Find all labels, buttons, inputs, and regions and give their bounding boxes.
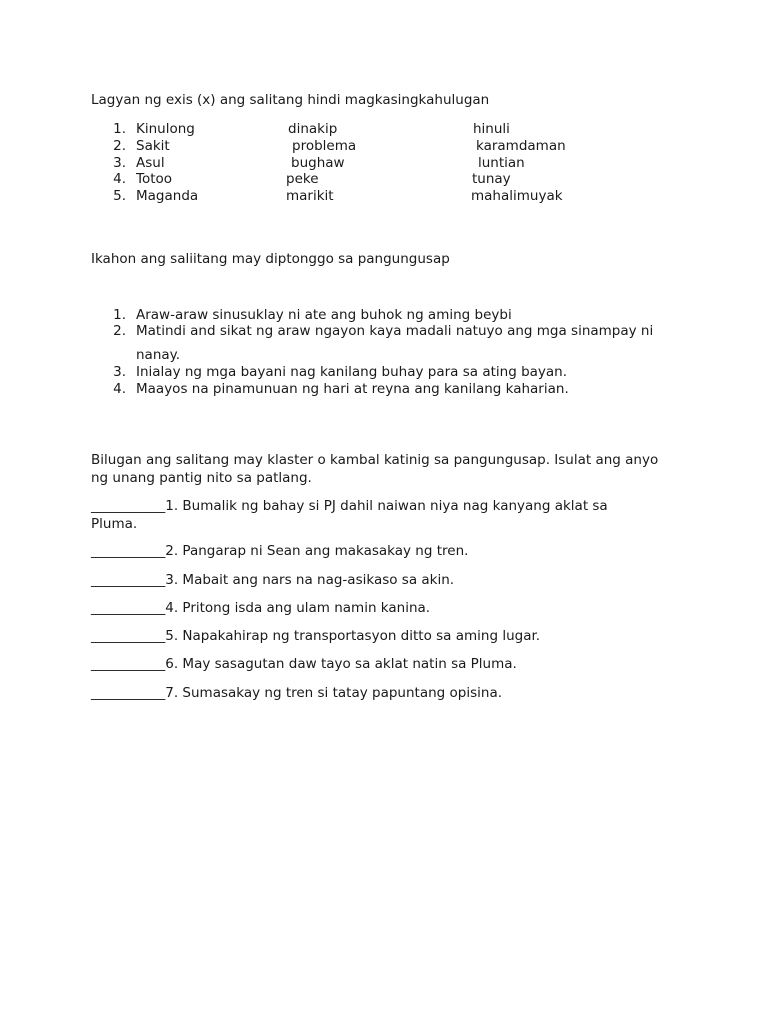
list-item (0, 364, 768, 381)
synonym-row (0, 171, 768, 188)
item-number: 4. (113, 381, 126, 397)
word-option: Asul (136, 155, 165, 171)
word-option: mahalimuyak (471, 188, 563, 204)
blank-and-sentence: ___________1. Bumalik ng bahay si PJ dahil naiwan niya nag kanyang aklat sa (91, 498, 608, 514)
word-option: karamdaman (476, 138, 566, 154)
fill-in-item (0, 656, 768, 673)
word-option: tunay (472, 171, 511, 187)
item-number: 1. (113, 121, 126, 137)
item-number: 3. (113, 155, 126, 171)
list-item (0, 381, 768, 398)
sentence-continuation: Pluma. (91, 516, 138, 532)
synonym-row (0, 138, 768, 155)
word-option: Sakit (136, 138, 170, 154)
section3-instruction-line2: ng unang pantig nito sa patlang. (91, 470, 312, 486)
word-option: peke (286, 171, 319, 187)
word-option: Maganda (136, 188, 199, 204)
item-number: 3. (113, 364, 126, 380)
word-option: hinuli (473, 121, 510, 137)
item-number: 5. (113, 188, 126, 204)
word-option: bughaw (291, 155, 345, 171)
section1-instruction: Lagyan ng exis (x) ang salitang hindi magkasingkahulugan (91, 92, 490, 108)
blank-and-sentence: ___________5. Napakahirap ng transportasyon ditto sa aming lugar. (91, 628, 541, 644)
fill-in-item (0, 600, 768, 617)
blank-and-sentence: ___________6. May sasagutan daw tayo sa aklat natin sa Pluma. (91, 656, 517, 672)
list-item (0, 323, 768, 363)
list-item (0, 307, 768, 324)
fill-in-item (0, 543, 768, 560)
item-number: 2. (113, 138, 126, 154)
word-option: Kinulong (136, 121, 195, 137)
item-number: 1. (113, 307, 126, 323)
word-option: marikit (286, 188, 334, 204)
sentence-text: Matindi and sikat ng araw ngayon kaya madali natuyo ang mga sinampay ni (136, 323, 654, 339)
section3-instruction-line1: Bilugan ang salitang may klaster o kambal katinig sa pangungusap. Isulat ang anyo (91, 452, 659, 468)
fill-in-item (0, 628, 768, 645)
word-option: problema (292, 138, 357, 154)
sentence-text: Maayos na pinamunuan ng hari at reyna ang kanilang kaharian. (136, 381, 569, 397)
sentence-text: Inialay ng mga bayani nag kanilang buhay para sa ating bayan. (136, 364, 568, 380)
blank-and-sentence: ___________2. Pangarap ni Sean ang makasakay ng tren. (91, 543, 469, 559)
sentence-continuation: nanay. (136, 347, 181, 363)
word-option: dinakip (288, 121, 338, 137)
sentence-text: Araw-araw sinusuklay ni ate ang buhok ng aming beybi (136, 307, 512, 323)
fill-in-item (0, 685, 768, 702)
fill-in-item (0, 498, 768, 532)
synonym-row (0, 155, 768, 172)
word-option: Totoo (136, 171, 173, 187)
blank-and-sentence: ___________4. Pritong isda ang ulam namin kanina. (91, 600, 431, 616)
item-number: 4. (113, 171, 126, 187)
word-option: luntian (478, 155, 525, 171)
section2-instruction: Ikahon ang saliitang may diptonggo sa pangungusap (91, 251, 450, 267)
synonym-row (0, 121, 768, 138)
blank-and-sentence: ___________3. Mabait ang nars na nag-asikaso sa akin. (91, 572, 455, 588)
synonym-row (0, 188, 768, 205)
fill-in-item (0, 572, 768, 589)
blank-and-sentence: ___________7. Sumasakay ng tren si tatay papuntang opisina. (91, 685, 503, 701)
item-number: 2. (113, 323, 126, 339)
